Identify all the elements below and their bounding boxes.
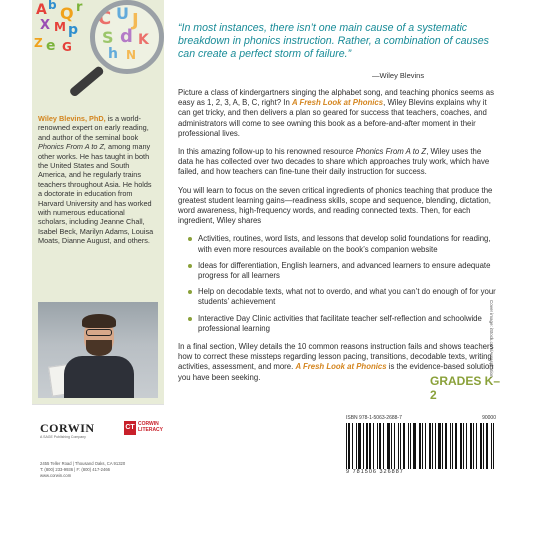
- address-line-1: 2455 Teller Road | Thousand Oaks, CA 91320: [40, 461, 126, 466]
- paragraph-3: You will learn to focus on the seven critical ingredients of phonics teaching that produce the greatest student learning gains—readiness skills, scope and sequence, blending, dictation, word awareness, high-frequency words, and reading connected texts. Then, for each ingredient, Wiley shares: [178, 185, 493, 226]
- photo-hair: [82, 314, 116, 328]
- barcode-bar: [432, 423, 433, 469]
- price-code: 90000: [482, 415, 496, 421]
- corwin-literacy-name: [138, 421, 163, 433]
- barcode-number: 9 781506 326887: [346, 469, 404, 475]
- barcode-bar: [408, 423, 409, 469]
- barcode-bar: [493, 423, 494, 469]
- barcode-bar: [445, 423, 447, 469]
- barcode-bar: [398, 423, 400, 469]
- isbn-number: ISBN 978-1-5063-2688-7: [346, 415, 402, 421]
- barcode-bar: [366, 423, 368, 469]
- list-item: Interactive Day Clinic activities that facilitate teacher self-reflection and schoolwide professional learning: [188, 314, 496, 334]
- p2-text-a: In this amazing follow-up to his renowned resource: [178, 147, 356, 157]
- p4-text-b: is the evidence-based solution you have been seeking.: [178, 362, 494, 382]
- ingredient-list: [188, 234, 496, 334]
- publisher-address: [40, 461, 125, 479]
- barcode-bar: [394, 423, 395, 469]
- photo-glasses: [86, 329, 112, 336]
- p4-text-a: In a final section, Wiley details the 10 common reasons instruction fails and shows teachers how to correct these missteps regarding lesson pacing, transitions, decodable texts, writing activities, assessment, and more.: [178, 342, 494, 372]
- quote-attribution: —Wiley Blevins: [372, 71, 425, 80]
- barcode-bar: [356, 423, 357, 469]
- description: [178, 88, 496, 391]
- corwin-subtitle: A SAGE Publishing Company: [40, 435, 86, 439]
- list-item: Help on decodable texts, what not to overdo, and what you can’t do enough of for your students’ achievement: [188, 287, 496, 307]
- barcode-bar: [379, 423, 381, 469]
- p1-text-b: , Wiley Blevins explains why it can get tricky, and then delivers a plan so geared for success that teachers, coaches, and administrators will come to see owning this book as a before-and-after moment in their professional lives.: [178, 98, 487, 138]
- barcode-bar: [429, 423, 431, 469]
- barcode-bar: [400, 423, 401, 469]
- barcode-bar: [455, 423, 457, 469]
- barcode-bar: [460, 423, 462, 469]
- barcode-bar: [391, 423, 392, 469]
- barcode-bar: [348, 423, 350, 469]
- barcode-bar: [473, 423, 474, 469]
- ct-name-line-2: LITERACY: [138, 427, 163, 433]
- corwin-literacy-logo-icon: CT: [124, 421, 136, 435]
- list-item: Ideas for differentiation, English learners, and advanced learners to ensure adequate progress for all learners: [188, 261, 496, 281]
- barcode-bar: [358, 423, 361, 469]
- barcode-bar: [410, 423, 411, 469]
- barcode-bar: [466, 423, 467, 469]
- bio-text-2: among many other works. He has taught in both the United States and South America, and he regularly trains teachers throughout Asia. He holds a doctorate in education from Harvard University and has worked with numerous educational scholars, including Jeanne Chall, Isabel Beck, Marilyn Adams, Louisa Moats, Dianne August, and others.: [38, 142, 154, 246]
- barcode-bar: [377, 423, 378, 469]
- grades-label: GRADES K–2: [430, 374, 501, 402]
- barcode-bar: [419, 423, 421, 469]
- address-line-2: T: (800) 233-9936 | F: (800) 417-2466: [40, 467, 110, 472]
- barcode: [346, 415, 496, 485]
- barcode-bar: [483, 423, 484, 469]
- website: www.corwin.com: [40, 473, 72, 478]
- barcode-bar: [387, 423, 390, 469]
- author-bio: [38, 114, 156, 246]
- author-name: Wiley Blevins, PhD,: [38, 114, 106, 123]
- barcode-bar: [403, 423, 405, 469]
- back-cover: [32, 0, 502, 533]
- barcode-bar: [450, 423, 451, 469]
- pull-quote: “In most instances, there isn’t one main cause of a systematic breakdown in phonics instruction. Rather, a combination of causes can create a perfect storm of failure.”: [178, 22, 489, 60]
- barcode-bar: [491, 423, 492, 469]
- barcode-bar: [373, 423, 374, 469]
- barcode-bar: [442, 423, 443, 469]
- cover-image-credit: Cover image: iStock.com/Arcaspiration: [489, 300, 494, 378]
- magnifying-glass-icon: [90, 0, 164, 74]
- barcode-bar: [422, 423, 423, 469]
- barcode-bar: [480, 423, 482, 469]
- corwin-logo: CORWIN: [40, 421, 95, 435]
- barcode-bar: [413, 423, 416, 469]
- paragraph-1: [178, 88, 496, 139]
- alphabet-letters-illustration: A b Q r X M p Z e G C U J S d K h N: [34, 0, 149, 62]
- book-title-highlight: A Fresh Look at Phonics: [291, 98, 384, 108]
- barcode-bar: [363, 423, 364, 469]
- barcode-bar: [470, 423, 473, 469]
- photo-beard: [86, 340, 112, 356]
- barcode-bar: [369, 423, 371, 469]
- barcode-bars: [346, 423, 496, 469]
- bio-book-title: Phonics From A to Z,: [38, 142, 106, 152]
- ct-name-line-1: CORWIN: [138, 421, 159, 427]
- barcode-bar: [463, 423, 464, 469]
- barcode-bar: [486, 423, 488, 469]
- list-item: Activities, routines, word lists, and lessons that develop solid foundations for reading, with even more resources available on the book’s companion website: [188, 234, 496, 254]
- book-title-highlight: A Fresh Look at Phonics: [295, 362, 387, 372]
- p2-text-b: , Wiley uses the data he has collected over two decades to share which approaches truly work, which have failed, and how teachers can fine-tune their daily instruction for success.: [178, 147, 490, 177]
- barcode-bar: [383, 423, 384, 469]
- publisher-block: [32, 404, 164, 533]
- barcode-bar: [425, 423, 426, 469]
- barcode-bar: [435, 423, 436, 469]
- barcode-bar: [352, 423, 353, 469]
- paragraph-2: [178, 147, 496, 178]
- photo-shirt: [64, 356, 134, 398]
- author-photo: [38, 302, 158, 398]
- barcode-bar: [346, 423, 347, 469]
- barcode-bar: [452, 423, 453, 469]
- p2-book-title: Phonics From A to Z: [355, 147, 427, 157]
- barcode-bar: [438, 423, 441, 469]
- sidebar: [32, 0, 164, 533]
- bio-text-1: is a world-renowned expert on early reading, and author of the seminal book: [38, 114, 149, 142]
- p1-text-a: Picture a class of kindergartners singing the alphabet song, and teaching phonics seems as easy as 1, 2, 3, A, B, C, right? In: [178, 88, 494, 108]
- barcode-bar: [476, 423, 477, 469]
